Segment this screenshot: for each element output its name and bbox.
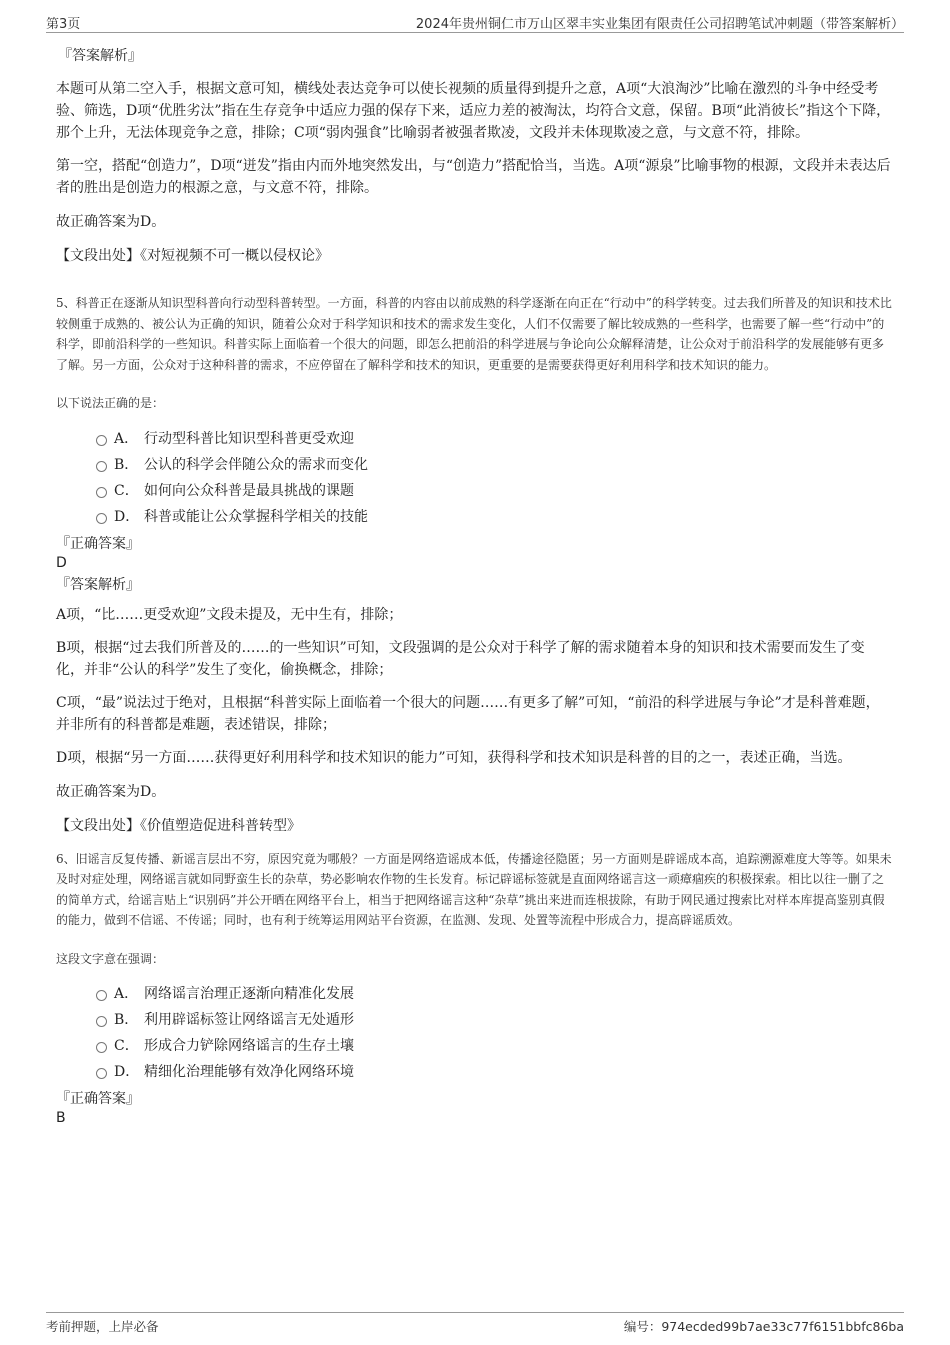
analysis-label: 『答案解析』 <box>56 576 140 593</box>
footer-slogan: 考前押题，上岸必备 <box>46 1319 159 1334</box>
options-list <box>56 981 892 1085</box>
radio-button[interactable] <box>96 435 107 446</box>
radio-button[interactable] <box>96 513 107 524</box>
source-citation: 【文段出处】《对短视频不可一概以侵权论》 <box>56 248 329 264</box>
option-b[interactable]: B． 公认的科学会伴随公众的需求而变化 <box>56 452 892 478</box>
question-prompt: 这段文字意在强调： <box>56 951 165 966</box>
option-c[interactable]: C． 如何向公众科普是最具挑战的课题 <box>56 478 892 504</box>
analysis-paragraph: D项，根据“另一方面……获得更好利用科学和技术知识的能力”可知，获得科学和技术知识是科普的目的之一，表述正确，当选。 <box>56 749 852 766</box>
page-header <box>46 10 904 33</box>
question-passage: 6、旧谣言反复传播、新谣言层出不穷，原因究竟为哪般？一方面是网络造谣成本低，传播途径隐匿；另一方面则是辟谣成本高，追踪溯源难度大等等。如果未及时对症处理，网络谣言就如同野蛮生长的杂草，势必影响农作物的生长发育。标记辟谣标签就是直面网络谣言这一顽瘴痼疾的积极探索。相比以往一删了之的简单方式，给谣言贴上“识别码”并公开晒在网络平台上，相当于把网络谣言这种“杂草”挑出来进而连根拔除，有助于网民通过搜索比对样本库提高鉴别真假的能力，做到不信谣、不传谣；同时，也有利于统筹运用网站平台资源，在监测、发现、处置等流程中形成合力，提高辟谣质效。 <box>56 851 892 927</box>
option-b[interactable]: B． 利用辟谣标签让网络谣言无处遁形 <box>56 1007 892 1033</box>
option-a[interactable]: A． 行动型科普比知识型科普更受欢迎 <box>56 426 892 452</box>
analysis-paragraph: 本题可从第二空入手，根据文意可知，横线处表达竞争可以使长视频的质量得到提升之意，A项“大浪淘沙”比喻在激烈的斗争中经受考验、筛选，D项“优胜劣汰”指在生存竞争中适应力强的保存下来，适应力差的被淘汰，均符合文意，保留。B项“此消彼长”指这个下降，那个上升，无法体现竞争之意，排除；C项“弱肉强食”比喻弱者被强者欺凌，文段并未体现欺凌之意，与文意不符，排除。 <box>56 81 891 141</box>
question-prompt: 以下说法正确的是： <box>56 396 165 410</box>
radio-button[interactable] <box>96 487 107 498</box>
document-title: 2024年贵州铜仁市万山区翠丰实业集团有限责任公司招聘笔试冲刺题（带答案解析） <box>415 17 904 32</box>
analysis-paragraph: C项，“最”说法过于绝对，且根据“科普实际上面临着一个很大的问题……有更多了解”可知，“前沿的科学进展与争论”才是科普难题，并非所有的科普都是难题，表述错误，排除； <box>56 694 880 733</box>
correct-answer-label: 『正确答案』 <box>56 1091 140 1107</box>
page-footer <box>46 1312 904 1335</box>
analysis-paragraph: A项，“比……更受欢迎”文段未提及，无中生有，排除； <box>56 606 403 623</box>
correct-answer: B <box>56 1110 66 1126</box>
radio-button[interactable] <box>96 1042 107 1053</box>
page-content <box>56 46 892 1127</box>
analysis-conclusion: 故正确答案为D。 <box>56 214 166 230</box>
radio-button[interactable] <box>96 1016 107 1027</box>
option-d[interactable]: D． 精细化治理能够有效净化网络环境 <box>56 1059 892 1085</box>
correct-answer-label: 『正确答案』 <box>56 535 140 552</box>
question-passage: 5、科普正在逐渐从知识型科普向行动型科普转型。一方面，科普的内容由以前成熟的科学逐渐在向正在“行动中”的科学转变。过去我们所普及的知识和技术比较侧重于成熟的、被公认为正确的知识，随着公众对于科学知识和技术的需求发生变化，人们不仅需要了解比较成熟的一些科学，也需要了解一些“行动中”的科学，即前沿科学的一些知识。科普实际上面临着一个很大的问题，即怎么把前沿的科学进展与争论向公众解释清楚，让公众对于前沿科学的发展能够有更多了解。另一方面，公众对于这种科普的需求，不应停留在了解科学和技术的知识，更重要的是需要获得更好利用科学和技术知识的能力。 <box>56 296 892 372</box>
analysis-paragraph: B项，根据“过去我们所普及的……的一些知识”可知，文段强调的是公众对于科学了解的需求随着本身的知识和技术需要而发生了变化，并非“公认的科学”发生了变化，偷换概念，排除； <box>56 639 865 678</box>
radio-button[interactable] <box>96 1068 107 1079</box>
analysis-conclusion: 故正确答案为D。 <box>56 783 166 800</box>
page-number: 第3页 <box>46 17 81 32</box>
correct-answer: D <box>56 554 67 571</box>
source-citation: 【文段出处】《价值塑造促进科普转型》 <box>56 817 301 834</box>
analysis-paragraph: 第一空，搭配“创造力”，D项“迸发”指由内而外地突然发出，与“创造力”搭配恰当，当选。A项“源泉”比喻事物的根源，文段并未表达后者的胜出是创造力的根源之意，与文意不符，排除。 <box>56 158 891 196</box>
analysis-label: 『答案解析』 <box>58 48 142 64</box>
options-list <box>56 426 892 530</box>
document-id: 编号：974ecded99b7ae33c77f6151bbfc86ba <box>623 1319 904 1334</box>
option-a[interactable]: A． 网络谣言治理正逐渐向精准化发展 <box>56 981 892 1007</box>
option-c[interactable]: C． 形成合力铲除网络谣言的生存土壤 <box>56 1033 892 1059</box>
option-d[interactable]: D． 科普或能让公众掌握科学相关的技能 <box>56 504 892 530</box>
radio-button[interactable] <box>96 990 107 1001</box>
radio-button[interactable] <box>96 461 107 472</box>
